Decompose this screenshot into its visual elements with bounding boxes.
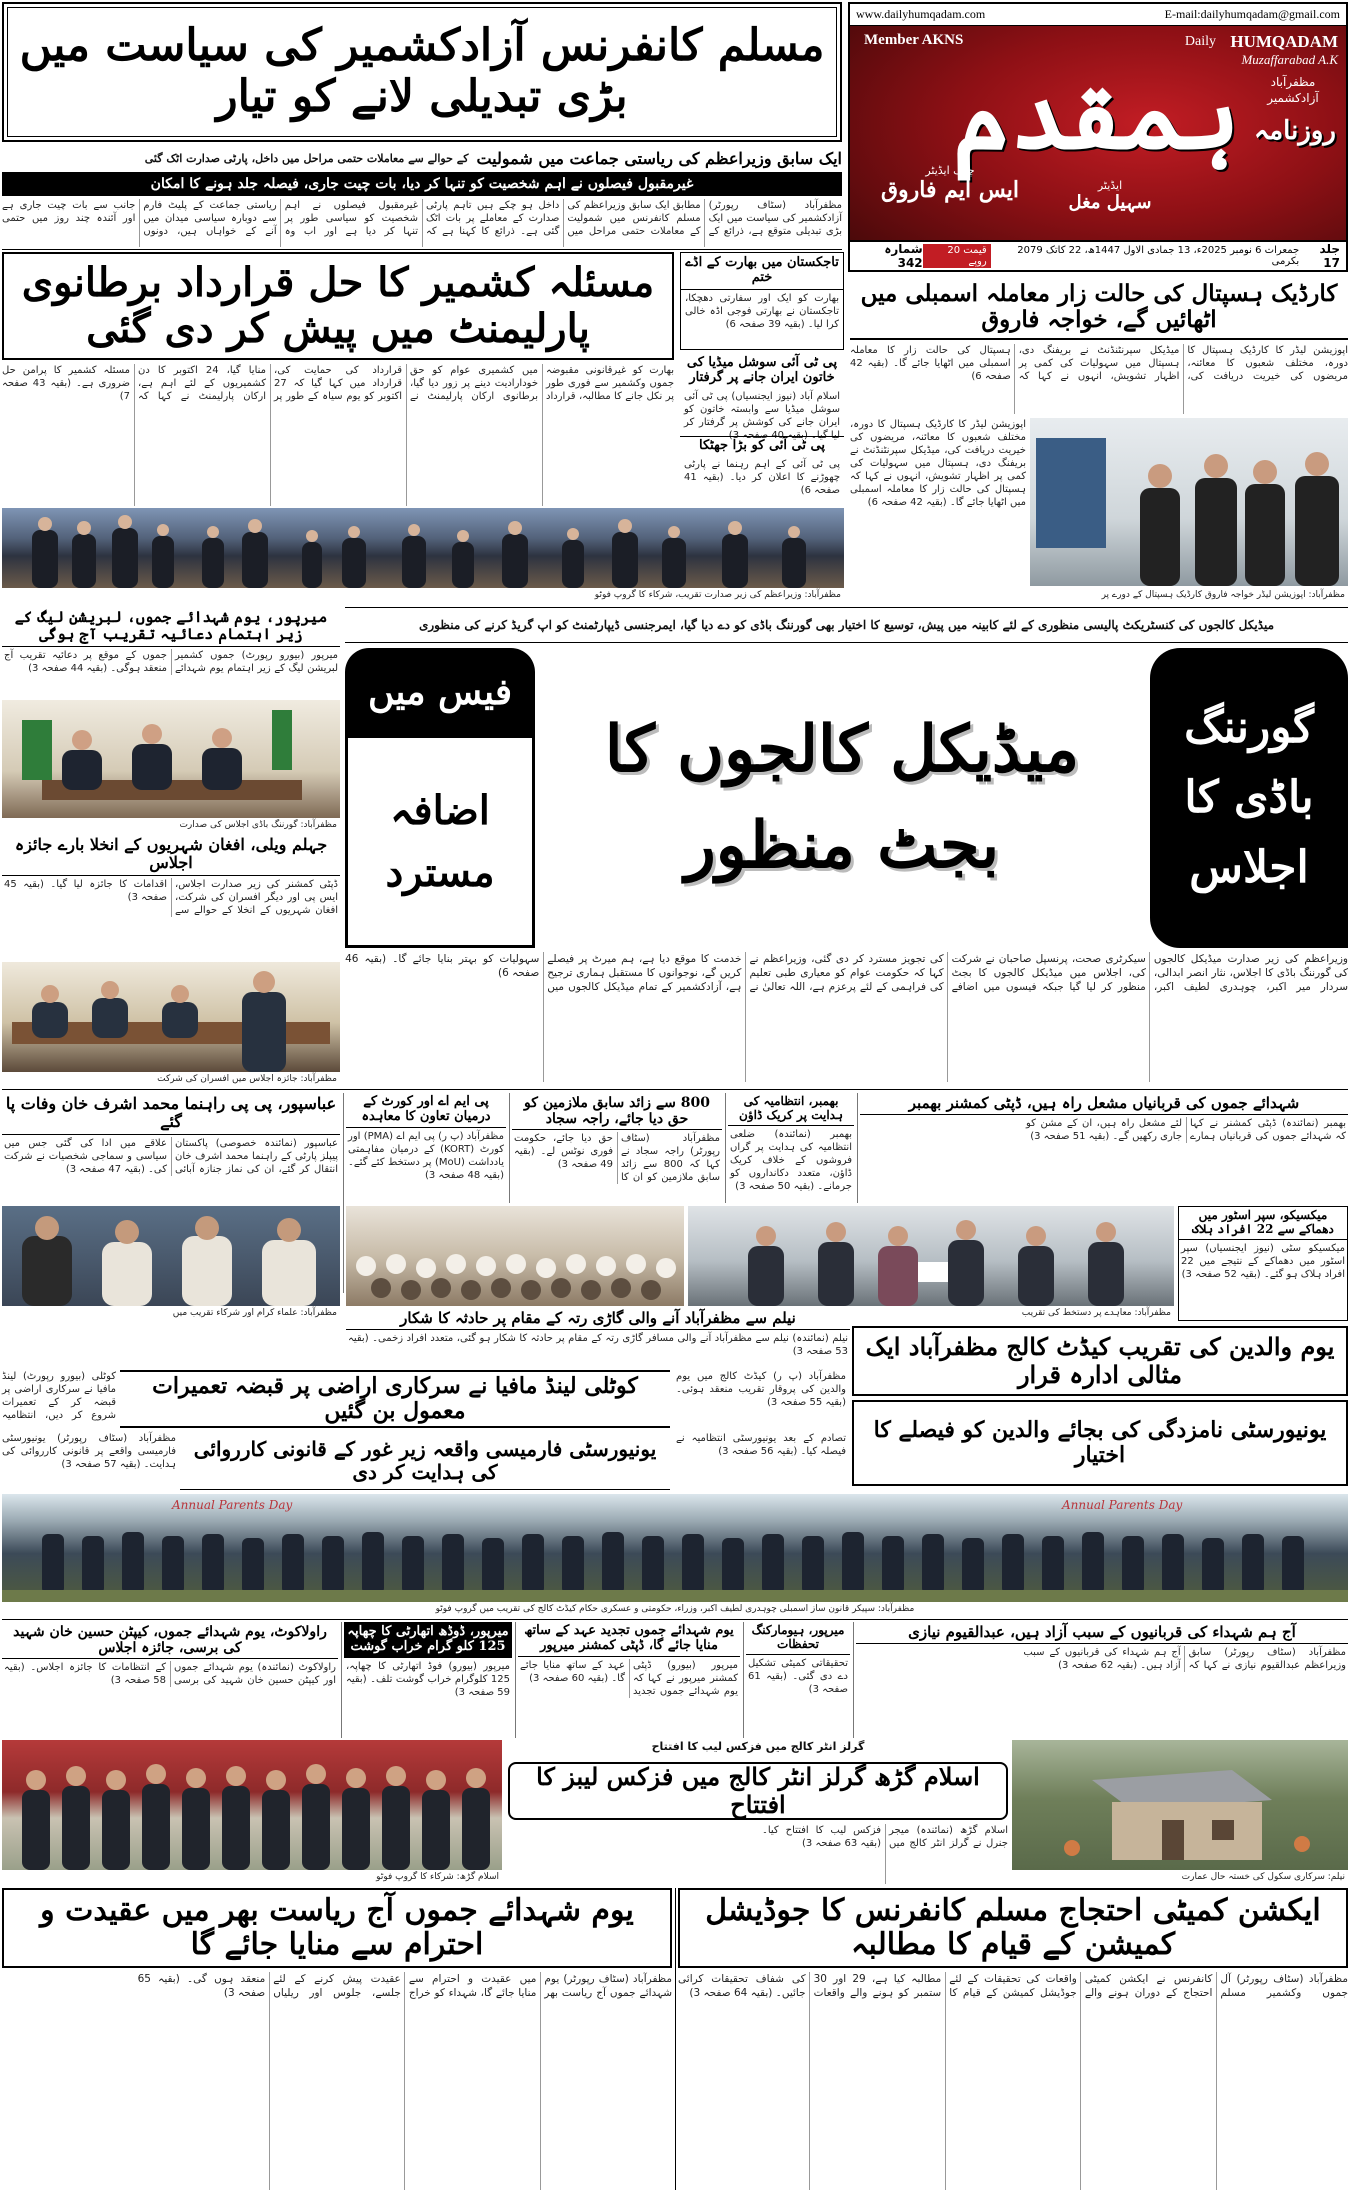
photo-crowd [346,1206,684,1306]
lead-sub-tail: کے حوالے سے معاملات حتمی مراحل میں داخل، پارٹی صدارت اٹک گئی [144,151,469,165]
pti-side-body: پی ٹی آئی کے اہم رہنما نے پارٹی چھوڑنے کا اعلان کر دیا۔ (بقیہ 41 صفحہ 6) [684,458,840,496]
masthead-website[interactable]: www.dailyhumqadam.com [856,7,986,21]
marking-title: میرپور، ہیومارکنگ تحفظات [746,1622,850,1655]
koti-body: کوٹلی (بیورو رپورٹ) لینڈ مافیا نے سرکاری اراضی پر قبضہ کر کے تعمیرات شروع کر دیں، انتظامیہ [2,1371,116,1421]
photo-school [1012,1740,1348,1870]
caption-7: اسلام گڑھ: شرکاء کا گروپ فوٹو [376,1872,499,1882]
caption-1: مظفرآباد: وزیراعظم کی زیر صدارت تقریب، شرکاء کا گروپ فوٹو [594,590,841,600]
mirpur-raid-story [344,1622,512,1738]
pma-body: مظفرآباد (پ ر) پی ایم اے (PMA) اور کورٹ (KORT) کے درمیان مفاہمتی یادداشت (MoU) پر دستخط کئے گئے۔ (بقیہ 48 صفحہ 3) [348,1130,505,1181]
photo-clerics [2,1206,340,1306]
caption-6: مظفرآباد: معاہدے پر دستخط کی تقریب [1021,1308,1171,1318]
photo-clerics-figures [2,1206,340,1306]
marking-body: تحقیقاتی کمیٹی تشکیل دے دی گئی۔ (بقیہ 61 صفحہ 3) [748,1657,848,1695]
masthead-contact-bar [850,4,1346,26]
mirpur-raid-body: میرپور (بیورو) فوڈ اتھارٹی کا چھاپہ، 125 کلوگرام خراب گوشت تلف۔ (بقیہ 59 صفحہ 3) [346,1660,510,1698]
masthead-chief [860,164,1040,203]
medical-left-bottom: اضافہ مسترد [345,738,535,948]
abbaspur-title: عباسپور، پی پی راہنما محمد اشرف خان وفات پا گئے [2,1093,340,1135]
koti-headline: کوٹلی لینڈ مافیا نے سرکاری اراضی پر قبضہ تعمیرات معمول بن گئیں [120,1370,670,1428]
parents-headline: یوم والدین کی تقریب کیڈٹ کالج مظفرآباد ایک مثالی ادارہ قرار [852,1326,1348,1396]
pma-title: پی ایم اے اور کورٹ کے درمیان تعاون کا معاہدہ [346,1093,506,1128]
masthead-dateline [850,240,1346,270]
abbaspur-body: عباسپور (نمائندہ خصوصی) پاکستان پیپلز پارٹی کے راہنما محمد اشرف خان انتقال کر گئے، ان کی نماز جنازہ آبائی علاقے میں ادا کی گئی جس میں سیاسی و سماجی شخصیات نے شرکت کی۔ (بقیہ 47 صفحہ 3) [4,1137,338,1175]
volume: جلد 17 [1319,242,1340,270]
masthead-email[interactable]: E-mail:dailyhumqadam@gmail.com [1164,7,1340,21]
nomination-body: تصادم کے بعد یونیورسٹی انتظامیہ نے فیصلہ کیا۔ (بقیہ 56 صفحہ 3) [676,1433,846,1457]
medical-left-box [345,648,535,948]
medical-body: وزیراعظم کی زیر صدارت میڈیکل کالجوں کی گورننگ باڈی کا اجلاس، نثار انصر ابدالی، سردار میر اکبر، چوہدری لطیف اکبر، سیکرٹری صحت، پرنسپل صاحبان نے شرکت کی، اجلاس میں میڈیکل کالجوں کا بجٹ منظور کر لیا گیا جبکہ فیسوں میں اضافے کی تجویز مسترد کر دی گئی، وزیراعظم نے کہا کہ حکومت عوام کو معیاری طبی تعلیم کی فراہمی کے لئے پرعزم ہے، اللہ تعالیٰ نے خدمت کا موقع دیا ہے، ہم میرٹ پر فیصلے کریں گے، نوجوانوں کا مستقبل ہماری ترجیح ہے، آزادکشمیر کے تمام میڈیکل کالجوں میں سہولیات کو بہتر بنایا جائے گا۔ (بقیہ 46 صفحہ 6) [345,953,1348,993]
photo-cardiac [1030,418,1348,586]
labs-headline: اسلام گڑھ گرلز انٹر کالج میں فزکس لیبز کا افتتاح [508,1762,1008,1820]
photo-meeting-2 [2,962,340,1072]
mexico-body: میکسیکو سٹی (نیوز ایجنسیاں) سپر اسٹور میں دھماکے کے نتیجے میں 22 افراد ہلاک ہو گئے۔ (بقیہ 52 صفحہ 3) [1181,1242,1345,1280]
chief-name: ایس ایم فاروق [880,177,1019,203]
editor-title: ایڈیٹر [1097,179,1123,192]
niazi-story [856,1622,1348,1738]
issue-number: شمارہ 342 [884,242,923,270]
masthead-member: Member AKNS [864,32,964,48]
university-body: مظفرآباد (سٹاف رپورٹر) یونیورسٹی فارمیسی واقعے پر قانونی کارروائی کی ہدایت۔ (بقیہ 57 صفحہ 3) [2,1433,176,1470]
pti-side-title: پی ٹی آئی کو بڑا جھٹکا [698,438,825,453]
employees-body: مظفرآباد (سٹاف رپورٹر) راجہ سجاد نے کہا کہ 800 سے زائد سابق ملازمین کو ان کا حق دیا جائے، حکومت فوری نوٹس لے۔ (بقیہ 49 صفحہ 3) [514,1133,720,1184]
mexico-title: میکسیکو، سپر اسٹور میں دھماکے سے 22 افراد ہلاک [1179,1207,1347,1240]
pti-woman-title: پی ٹی آئی سوشل میڈیا کی خاتون ایران جانے پر گرفتار [686,355,838,385]
photo-mou-figures [688,1206,1174,1306]
kashmir-headline-text: مسئلہ کشمیر کا حل قرارداد برطانوی پارلیمنٹ میں پیش کر دی گئی [21,259,655,352]
masthead-city-ur: مظفرآباد آزادکشمیر [1267,75,1319,105]
bhimber-story [728,1093,854,1203]
jammu-dc-story [860,1093,1348,1203]
photo-ceremony-figures [2,508,844,588]
chief-title: چیف ایڈیٹر [925,164,975,177]
lead-subheadline [2,146,842,170]
bhimber-title: بھمبر، انتظامیہ کی ہدایت پر کریک ڈاؤن [728,1093,854,1126]
mirpur-raid-title: میرپور، ڈوڈھ اتھارٹی کا چھاپہ 125 کلو گرام خراب گوشت [344,1622,512,1658]
masthead [848,2,1348,272]
photo-mou [688,1206,1174,1306]
photo-group-islamgarh [2,1740,502,1870]
medical-center-headline [540,648,1144,948]
kashmir-body: بھارت کو غیرقانونی مقبوضہ جموں وکشمیر سے فوری طور پر نکل جانے کا مطالبہ، قرارداد میں کشمیری عوام کو حق خودارادیت دینے پر زور دیا گیا، برطانوی ارکان پارلیمنٹ نے قرارداد کی حمایت کی، قرارداد میں کہا گیا کہ 27 اکتوبر کو یوم سیاہ کے طور پر منایا گیا، 24 اکتوبر کا دن کشمیریوں کے لئے اہم ہے، ارکان پارلیمنٹ نے کہا کہ مسئلہ کشمیر کا پرامن حل ضروری ہے۔ (بقیہ 43 صفحہ 7) [2,365,674,402]
jammu-dc-body: بھمبر (نمائندہ) ڈپٹی کمشنر نے کہا کہ شہدائے جموں کی قربانیاں ہمارے لئے مشعل راہ ہیں، ان کے مشن کو جاری رکھیں گے۔ (بقیہ 51 صفحہ 3) [1026,1118,1346,1143]
photo-meeting-1-figures [2,700,340,818]
jhelum-body: ڈپٹی کمشنر کی زیر صدارت اجلاس، ایس پی اور دیگر افسران کی شرکت، افغان شہریوں کے انخلا کے حوالے سے اقدامات کا جائزہ لیا گیا۔ (بقیہ 45 صفحہ 3) [4,878,338,916]
niazi-title: آج ہم شہداء کی قربانیوں کے سبب آزاد ہیں، عبدالقیوم نیازی [856,1622,1348,1644]
martyrs-story [2,607,340,697]
caption-5: مظفرآباد: علماء کرام اور شرکاء تقریب میں [172,1308,337,1318]
nomination-headline: یونیورسٹی نامزدگی کی بجائے والدین کو فیصلے کا اختیار [852,1400,1348,1486]
price: قیمت 20 روپے [923,244,991,268]
caption-parents-day: مظفرآباد: سپیکر قانون ساز اسمبلی چوہدری لطیف اکبر، وزراء، حکومتی و عسکری حکام کیڈٹ کالج کی تقریب میں گروپ فوٹو [435,1604,915,1614]
bhimber-body: بھمبر (نمائندہ) ضلعی انتظامیہ کی ہدایت پر گراں فروشوں کے خلاف کریک ڈاؤن، متعدد دکانداروں کو جرمانے۔ (بقیہ 50 صفحہ 3) [730,1128,852,1192]
photo-group-islamgarh-figures [2,1740,502,1870]
abbaspur-story [2,1093,340,1203]
parents-body: مظفرآباد (پ ر) کیڈٹ کالج میں یوم والدین کی پروقار تقریب منعقد ہوئی۔ (بقیہ 55 صفحہ 3) [676,1371,846,1408]
jammu-day-title: یوم شہدائے جموں تجدید عہد کے ساتھ منایا جائے گا، ڈپٹی کمشنر میرپور [518,1622,740,1657]
marking-story [746,1622,850,1738]
lead-sub: ایک سابق وزیراعظم کی ریاستی جماعت میں شمولیت [476,148,842,168]
jammu-dc-title: شہدائے جموں کی قربانیاں مشعل راہ ہیں، ڈپٹی کمشنر بھمبر [860,1093,1348,1115]
caption-8: نیلم: سرکاری سکول کی خستہ حال عمارت [1181,1872,1345,1882]
rawalakot-title: راولاکوٹ، یوم شہدائے جموں، کیپٹن حسین خان شہید کی برسی، جائزہ اجلاس [2,1622,338,1659]
cardiac-body-extra: اپوزیشن لیڈر کا کارڈیک ہسپتال کا دورہ، مختلف شعبوں کا معائنہ، مریضوں کی خیریت دریافت کی، میڈیکل سپرنٹنڈنٹ نے بریفنگ دی، ہسپتال میں سہولیات کی کمی پر اظہار تشویش، انہوں نے کہا کہ ہسپتال کی حالت زار کا معاملہ اسمبلی میں اٹھایا جائے گا۔ (بقیہ 42 صفحہ 6) [850,419,1026,508]
caption-3: مظفرآباد: گورننگ باڈی اجلاس کی صدارت [179,820,337,830]
lead-body: مظفرآباد (سٹاف رپورٹر) آزادکشمیر کی سیاست میں ایک بڑی تبدیلی متوقع ہے، ذرائع کے مطابق ایک سابق وزیراعظم کی مسلم کانفرنس میں شمولیت کے معاملات حتمی مراحل میں داخل ہو چکے ہیں تاہم پارٹی صدارت کے معاملے پر بات اٹک گئی ہے۔ ذرائع کا کہنا ہے کہ غیرمقبول فیصلوں نے اہم شخصیت کو سیاسی طور پر تنہا کر دیا ہے اور اب وہ ریاستی جماعت کے پلیٹ فارم سے دوبارہ سیاسی میدان میں آنے کے خواہاں ہیں، دونوں جانب سے بات چیت جاری ہے اور آئندہ چند روز میں حتمی [2,200,842,237]
tajikistan-body: بھارت کو ایک اور سفارتی دھچکا، تاجکستان نے بھارتی فوجی اڈہ خالی کرا لیا۔ (بقیہ 39 صفحہ 6) [685,292,839,330]
jhelum-title: جہلم ویلی، افغان شہریوں کے انخلا بارے جائزہ اجلاس [2,834,340,876]
photo-meeting-2-figures [2,962,340,1072]
issue-date: جمعرات 6 نومبر 2025ء، 13 جمادی الاول 1447ھ، 22 کاتک 2079 بکرمی [1017,245,1300,267]
neelum-body: نیلم (نمائندہ) نیلم سے مظفرآباد آنے والی مسافر گاڑی رتہ کے مقام پر حادثہ کا شکار ہو گئی، متعدد افراد زخمی۔ (بقیہ 53 صفحہ 3) [348,1333,848,1358]
medical-right-box [1150,648,1348,948]
editor-name: سہیل مغل [1068,192,1152,213]
rawalakot-story [2,1622,338,1738]
masthead-daily: Daily [1184,34,1216,49]
bottom-left-body: مظفرآباد (سٹاف رپورٹر) یوم شہدائے جموں آج ریاست بھر میں عقیدت و احترام سے منایا جائے گا، شہداء کو خراج عقیدت پیش کرنے کے لئے جلسے، جلوس اور ریلیاں منعقد ہوں گی۔ (بقیہ 65 صفحہ 3) [137,1973,672,1999]
photo-ceremony [2,508,844,588]
employees-story [512,1093,722,1203]
parents-banner-1: Annual Parents Day [172,1498,293,1512]
pti-woman-body: اسلام آباد (نیوز ایجنسیاں) پی ٹی آئی سوشل میڈیا سے وابستہ خاتون کو ایران جانے کی کوشش پر گرفتار کر لیا گیا۔ (بقیہ 40 صفحہ 3) [684,390,840,441]
masthead-name-en: HUMQADAM [1230,32,1338,51]
parents-banner-2: Annual Parents Day [1062,1498,1183,1512]
photo-cardiac-figures [1030,418,1348,586]
cardiac-body: اپوزیشن لیڈر کا کارڈیک ہسپتال کا دورہ، مختلف شعبوں کا معائنہ، مریضوں کی خیریت دریافت کی، میڈیکل سپرنٹنڈنٹ نے بریفنگ دی، ہسپتال میں سہولیات کی کمی پر اظہار تشویش، انہوں نے کہا کہ ہسپتال کی حالت زار کا معاملہ اسمبلی میں اٹھایا جائے گا۔ (بقیہ 42 صفحہ 6) [850,345,1348,382]
pti-side-story [680,436,844,506]
lead-strap-text: غیرمقبول فیصلوں نے اہم شخصیت کو تنہا کر دیا، بات چیت جاری، فیصلہ جلد ہونے کا امکان [150,176,694,192]
martyrs-title: میرپور، یوم شہدائے جموں، لبریشن لیگ کے زیر اہتمام دعائیہ تقریب آج ہوگی [2,607,340,647]
employees-title: 800 سے زائد سابق ملازمین کو حق دیا جائے، راجہ سجاد [512,1093,722,1130]
tajikistan-title: تاجکستان میں بھارت کے اڈے ختم [681,253,843,290]
labs-body: اسلام گڑھ (نمائندہ) میجر جنرل نے گرلز انٹر کالج میں فزکس لیب کا افتتاح کیا۔ (بقیہ 63 صفحہ 3) [762,1825,1008,1849]
lead-headline-text: مسلم کانفرنس آزادکشمیر کی سیاست میں بڑی تبدیلی لانے کو تیار [19,20,825,122]
cardiac-headline [850,276,1348,340]
jammu-day-story [518,1622,740,1738]
medical-top-line: میڈیکل کالجوں کی کنسٹریکٹ پالیسی منظوری کے لئے کابینہ میں پیش، توسیع کا اختیار بھی گورننگ باڈی کو دے دیا گیا، ایمرجنسی ڈیپارٹمنٹ کو اپ گریڈ کرنے کی منظوری [345,607,1348,643]
lead-strap [2,172,842,196]
pma-story [346,1093,506,1203]
university-headline: یونیورسٹی فارمیسی واقعہ زیر غور کے قانونی کارروائی کی ہدایت کر دی [180,1432,670,1490]
labs-top-line: گرلز انٹر کالج میں فزکس لیب کا افتتاح [651,1740,865,1753]
caption-2: مظفرآباد: اپوزیشن لیڈر خواجہ فاروق کارڈیک ہسپتال کے دورے پر [1101,590,1345,600]
bottom-right-headline: ایکشن کمیٹی احتجاج مسلم کانفرنس کا جوڈیشل کمیشن کے قیام کا مطالبہ [678,1888,1348,1968]
cardiac-headline-text: کارڈیک ہسپتال کی حالت زار معاملہ اسمبلی میں اٹھائیں گے، خواجہ فاروق [860,279,1338,333]
tajikistan-story [680,252,844,350]
caption-4: مظفرآباد: جائزہ اجلاس میں افسران کی شرکت [157,1074,337,1084]
medical-left-top: فیس میں [345,648,535,738]
pti-woman-story [680,354,844,441]
kashmir-headline [2,252,674,360]
masthead-prefix: روزنامہ [1254,116,1336,146]
jammu-day-body: میرپور (بیورو) ڈپٹی کمشنر میرپور نے کہا کہ یوم شہدائے جموں تجدید عہد کے ساتھ منایا جائے گا۔ (بقیہ 60 صفحہ 3) [520,1659,738,1697]
rawalakot-body: راولاکوٹ (نمائندہ) یوم شہدائے جموں اور کیپٹن حسین خان شہید کی برسی کے انتظامات کا جائزہ اجلاس۔ (بقیہ 58 صفحہ 3) [4,1662,336,1687]
photo-meeting-1 [2,700,340,818]
martyrs-body: میرپور (بیورو رپورٹ) جموں کشمیر لبریشن لیگ کے زیر اہتمام یوم شہدائے جموں کے موقع پر دعائیہ تقریب آج منعقد ہوگی۔ (بقیہ 44 صفحہ 3) [4,649,338,674]
medical-right-text: گورننگ باڈی کا اجلاس [1184,702,1314,893]
masthead-logo: ہمقدم [952,57,1240,172]
photo-crowd-figures [346,1206,684,1306]
jhelum-story [2,834,340,962]
mexico-story [1178,1206,1348,1321]
medical-center-text: میڈیکل کالجوں کا بجٹ منظور [604,712,1080,883]
photo-parents-day [2,1494,1348,1602]
niazi-body: مظفرآباد (سٹاف رپورٹر) سابق وزیراعظم عبدالقیوم نیازی نے کہا کہ آج ہم شہداء کی قربانیوں کے سبب آزاد ہیں۔ (بقیہ 62 صفحہ 3) [1023,1647,1346,1672]
lead-headline [2,2,842,142]
photo-school-figures [1012,1740,1348,1870]
masthead-editor [1050,179,1170,213]
neelum-title: نیلم سے مظفرآباد آنے والی گاڑی رتہ کے مقام پر حادثہ کا شکار [346,1308,850,1330]
bottom-left-headline: یوم شہدائے جموں آج ریاست بھر میں عقیدت و احترام سے منایا جائے گا [2,1888,672,1968]
masthead-city-en: Muzaffarabad A.K [1241,52,1338,67]
bottom-right-body: مظفرآباد (سٹاف رپورٹر) آل جموں وکشمیر مسلم کانفرنس نے ایکشن کمیٹی احتجاج کے دوران ہونے والے واقعات کی تحقیقات کے لئے جوڈیشل کمیشن کے قیام کا مطالبہ کیا ہے، 29 اور 30 ستمبر کو ہونے والے واقعات کی شفاف تحقیقات کرائی جائیں۔ (بقیہ 64 صفحہ 3) [678,1973,1348,1999]
